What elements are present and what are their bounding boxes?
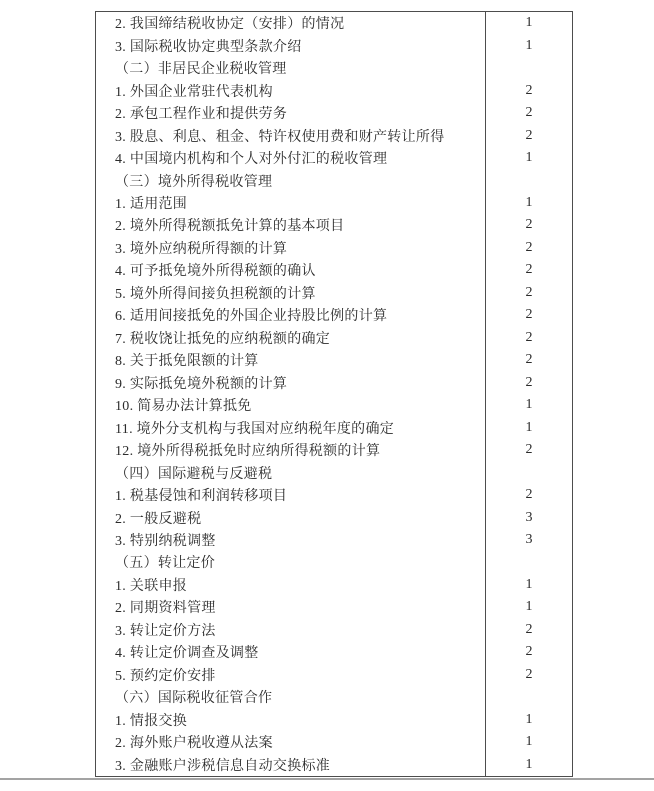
table-row — [96, 124, 572, 146]
topic-cell: （四）国际避税与反避税 — [115, 466, 273, 482]
table-row — [96, 641, 572, 663]
topic-cell: 3. 国际税收协定典型条款介绍 — [115, 39, 302, 55]
table-row — [96, 506, 572, 528]
topic-cell: （五）转让定价 — [115, 556, 216, 572]
score-cell: 2 — [485, 102, 572, 124]
score-cell — [485, 551, 572, 573]
table-row — [96, 394, 572, 416]
topic-cell: 3. 转让定价方法 — [115, 623, 216, 639]
table-row — [96, 529, 572, 551]
table-row — [96, 551, 572, 573]
score-cell: 1 — [485, 147, 572, 169]
page-edge-line — [0, 778, 654, 780]
table-row — [96, 282, 572, 304]
topic-cell: 2. 境外所得税额抵免计算的基本项目 — [115, 219, 345, 235]
table-row — [96, 709, 572, 731]
score-cell: 1 — [485, 34, 572, 56]
score-cell: 1 — [485, 192, 572, 214]
topic-cell: 2. 承包工程作业和提供劳务 — [115, 107, 288, 123]
table-row — [96, 664, 572, 686]
score-cell: 2 — [485, 327, 572, 349]
score-cell: 3 — [485, 506, 572, 528]
score-cell: 2 — [485, 214, 572, 236]
topic-cell: 4. 转让定价调查及调整 — [115, 646, 259, 662]
score-cell: 1 — [485, 394, 572, 416]
topic-cell: 10. 简易办法计算抵免 — [115, 399, 252, 415]
topic-cell: 12. 境外所得税抵免时应纳所得税额的计算 — [115, 444, 381, 460]
topic-cell: （二）非居民企业税收管理 — [115, 62, 287, 78]
table-row — [96, 57, 572, 79]
topic-cell: 11. 境外分支机构与我国对应纳税年度的确定 — [115, 421, 395, 437]
table-row — [96, 12, 572, 34]
table-row — [96, 327, 572, 349]
topic-cell: 8. 关于抵免限额的计算 — [115, 354, 259, 370]
table-row — [96, 574, 572, 596]
table-row — [96, 214, 572, 236]
topic-cell: 3. 境外应纳税所得额的计算 — [115, 241, 288, 257]
topic-cell: 1. 税基侵蚀和利润转移项目 — [115, 489, 288, 505]
score-cell: 2 — [485, 372, 572, 394]
table-row — [96, 304, 572, 326]
table-row — [96, 34, 572, 56]
table-row — [96, 349, 572, 371]
score-cell: 2 — [485, 304, 572, 326]
score-cell: 2 — [485, 664, 572, 686]
score-cell — [485, 169, 572, 191]
table-row — [96, 753, 572, 775]
score-cell: 1 — [485, 12, 572, 34]
topic-cell: 5. 预约定价安排 — [115, 668, 216, 684]
table-row — [96, 169, 572, 191]
score-cell — [485, 686, 572, 708]
topic-cell: 3. 股息、利息、租金、特许权使用费和财产转让所得 — [115, 129, 445, 145]
topic-cell: 4. 中国境内机构和个人对外付汇的税收管理 — [115, 152, 388, 168]
topic-cell: 6. 适用间接抵免的外国企业持股比例的计算 — [115, 309, 388, 325]
score-cell: 2 — [485, 484, 572, 506]
score-cell: 2 — [485, 641, 572, 663]
topic-cell: 2. 同期资料管理 — [115, 601, 216, 617]
table-row — [96, 461, 572, 483]
table-row — [96, 237, 572, 259]
topic-cell: 5. 境外所得间接负担税额的计算 — [115, 286, 316, 302]
syllabus-table — [95, 11, 573, 777]
table-row — [96, 192, 572, 214]
score-cell: 2 — [485, 619, 572, 641]
score-cell: 1 — [485, 416, 572, 438]
score-cell: 3 — [485, 529, 572, 551]
score-cell: 2 — [485, 124, 572, 146]
table-row — [96, 79, 572, 101]
topic-cell: （三）境外所得税收管理 — [115, 174, 273, 190]
score-cell: 1 — [485, 731, 572, 753]
table-row — [96, 596, 572, 618]
table-row — [96, 147, 572, 169]
table-row — [96, 686, 572, 708]
score-cell: 2 — [485, 349, 572, 371]
table-row — [96, 439, 572, 461]
topic-cell: 1. 关联申报 — [115, 578, 188, 594]
topic-cell: 1. 适用范围 — [115, 196, 188, 212]
score-cell: 2 — [485, 79, 572, 101]
score-cell: 1 — [485, 753, 572, 775]
topic-cell: 4. 可予抵免境外所得税额的确认 — [115, 264, 316, 280]
topic-cell: 9. 实际抵免境外税额的计算 — [115, 376, 288, 392]
table-row — [96, 259, 572, 281]
topic-cell: 7. 税收饶让抵免的应纳税额的确定 — [115, 331, 331, 347]
table-row — [96, 619, 572, 641]
table-row — [96, 731, 572, 753]
topic-cell: 1. 情报交换 — [115, 713, 188, 729]
table-row — [96, 372, 572, 394]
table-row — [96, 416, 572, 438]
topic-cell: 2. 我国缔结税收协定（安排）的情况 — [115, 17, 345, 33]
score-cell — [485, 57, 572, 79]
topic-cell: 2. 一般反避税 — [115, 511, 202, 527]
table-row — [96, 102, 572, 124]
topic-cell: 1. 外国企业常驻代表机构 — [115, 84, 273, 100]
score-cell: 1 — [485, 709, 572, 731]
topic-cell: 2. 海外账户税收遵从法案 — [115, 736, 273, 752]
score-cell: 2 — [485, 259, 572, 281]
score-cell: 1 — [485, 574, 572, 596]
topic-cell: 3. 特别纳税调整 — [115, 534, 216, 550]
score-cell: 1 — [485, 596, 572, 618]
table-row — [96, 484, 572, 506]
topic-cell: （六）国际税收征管合作 — [115, 691, 273, 707]
score-cell: 2 — [485, 439, 572, 461]
score-cell — [485, 461, 572, 483]
topic-cell: 3. 金融账户涉税信息自动交换标准 — [115, 758, 331, 774]
score-cell: 2 — [485, 237, 572, 259]
score-cell: 2 — [485, 282, 572, 304]
